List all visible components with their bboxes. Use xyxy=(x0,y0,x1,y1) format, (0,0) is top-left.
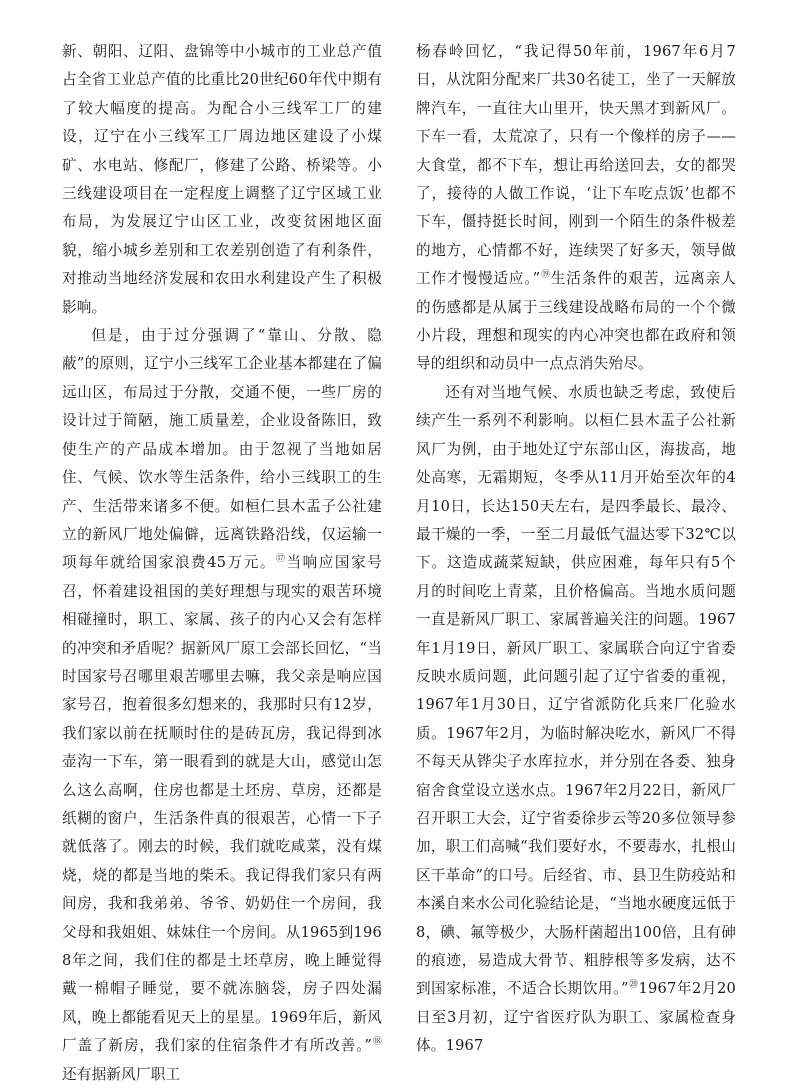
paragraph-text: 还有据新风厂职工 xyxy=(62,1065,181,1083)
footnote-marker[interactable]: ⑰ xyxy=(275,554,287,565)
paragraph-text: 生活条件的艰苦，远离亲人的伤感都是从属于三线建设战略布局的一个个微小片段，理想和现实的内心冲突也都在政府和领导的组织和动员中一点点消失殆尽。 xyxy=(416,270,737,373)
paragraph-text: 杨春岭回忆，“我记得50年前，1967年6月7日，从沈阳分配来厂共30名徒工，坐了一天解放牌汽车，一直往大山里开，快天黑才到新风厂。下车一看，太荒凉了，只有一个像样的房子——大食堂，都不下车，想让再给送回去，女的都哭了，接待的人做工作说，‘让下车吃点饭’也都不下车，僵持挺长时间，刚到一个陌生的条件极差的地方，心情都不好，连续哭了好多天，领导做工作才慢慢适应。” xyxy=(416,43,736,288)
paragraph-text: 当响应国家号召，怀着建设祖国的美好理想与现实的艰苦环境相碰撞时，职工、家属、孩子的内心又会有怎样的冲突和矛盾呢？据新风厂原工会部长回忆，“当时国家号召哪里艰苦哪里去嘛，我父亲是响应国家号召，抱着很多幻想来的，我那时只有12岁，我们家以前在抚顺时住的是砖瓦房，我记得到冰壶沟一下车，第一眼看到的就是大山，感觉山怎么这么高啊，住房也都是土坯房、草房，还都是纸糊的窗户，生活条件真的很艰苦，心情一下子就低落了。刚去的时候，我们就吃咸菜，没有煤烧，烧的都是当地的柴禾。我记得我们家只有两间房，我和我弟弟、爷爷、奶奶住一个房间，我父母和我姐姐、妹妹住一个房间。从1965到1968年之间，我们住的都是土坯草房，晚上睡觉得戴一棉帽子睡觉，要不就冻脑袋，房子四处漏风，晚上都能看见天上的星星。1969年后，新风厂盖了新房，我们家的住宿条件才有所改善。” xyxy=(62,554,382,1055)
paragraph xyxy=(416,379,736,1061)
paragraph-text: 还有对当地气候、水质也缺乏考虑，致使后续产生一系列不利影响。以桓仁县木盂子公社新风厂为例，由于地处辽宁东部山区，海拔高，地处高寒，无霜期短，冬季从11月开始至次年的4月10日，长达150天左右，是四季最长、最冷、最干燥的一季，一至二月最低气温达零下32℃以下。这造成蔬菜短缺，供应困难，每年只有5个月的时间吃上青菜，且价格偏高。当地水质问题一直是新风厂职工、家属普遍关注的问题。1967年1月19日，新风厂职工、家属联合向辽宁省委反映水质问题，此问题引起了辽宁省委的重视，1967年1月30日，辽宁省派防化兵来厂化验水质。1967年2月，为临时解决吃水，新风厂不得不每天从铧尖子水库拉水，并分别在各委、独身宿舍食堂设立送水点。1967年2月22日，新风厂召开职工大会，辽宁省委徐步云等20多位领导参加，职工们高喊“我们要好水，不要毒水，扎根山区干革命”的口号。后经省、市、县卫生防疫站和本溪自来水公司化验结论是，“当地水硬度远低于8，碘、氟等极少，大肠杆菌超出100倍，且有砷的痕迹，易造成大骨节、粗脖根等多发病，达不到国家标准，不适合长期饮用。” xyxy=(416,383,736,998)
left-column xyxy=(62,38,382,1083)
right-column xyxy=(416,38,737,1055)
footnote-marker[interactable]: ⑱ xyxy=(372,1037,382,1048)
paragraph-text: 但是，由于过分强调了“靠山、分散、隐蔽”的原则，辽宁小三线军工企业基本都建在了偏远山区，布局过于分散，交通不便，一些厂房的设计过于简陋，施工质量差，企业设备陈旧，致使生产的产品成本增加。由于忽视了当地如居住、气候、饮水等生活条件，给小三线职工的生产、生活带来诸多不便。如桓仁县木盂子公社建立的新风厂地处偏僻，远离铁路沿线，仅运输一项每年就给国家浪费45万元。 xyxy=(62,327,382,572)
footnote-marker[interactable]: ⑲ xyxy=(540,270,551,281)
footnote-marker[interactable]: ⑳ xyxy=(628,980,639,991)
paragraph: 新、朝阳、辽阳、盘锦等中小城市的工业总产值占全省工业总产值的比重比20世纪60年代中期有了较大幅度的提高。为配合小三线军工厂的建设，辽宁在小三线军工厂周边地区建设了小煤矿、水电站、修配厂，修建了公路、桥梁等。小三线建设项目在一定程度上调整了辽宁区域工业布局，为发展辽宁山区工业，改变贫困地区面貌，缩小城乡差别和工农差别创造了有利条件，对推动当地经济发展和农田水利建设产生了积极影响。 xyxy=(62,43,382,316)
paragraph xyxy=(416,38,736,379)
paragraph-text: 1967年2月20日至3月初，辽宁省医疗队为职工、家属检查身体。1967 xyxy=(416,980,736,1055)
paragraph xyxy=(62,322,382,1089)
